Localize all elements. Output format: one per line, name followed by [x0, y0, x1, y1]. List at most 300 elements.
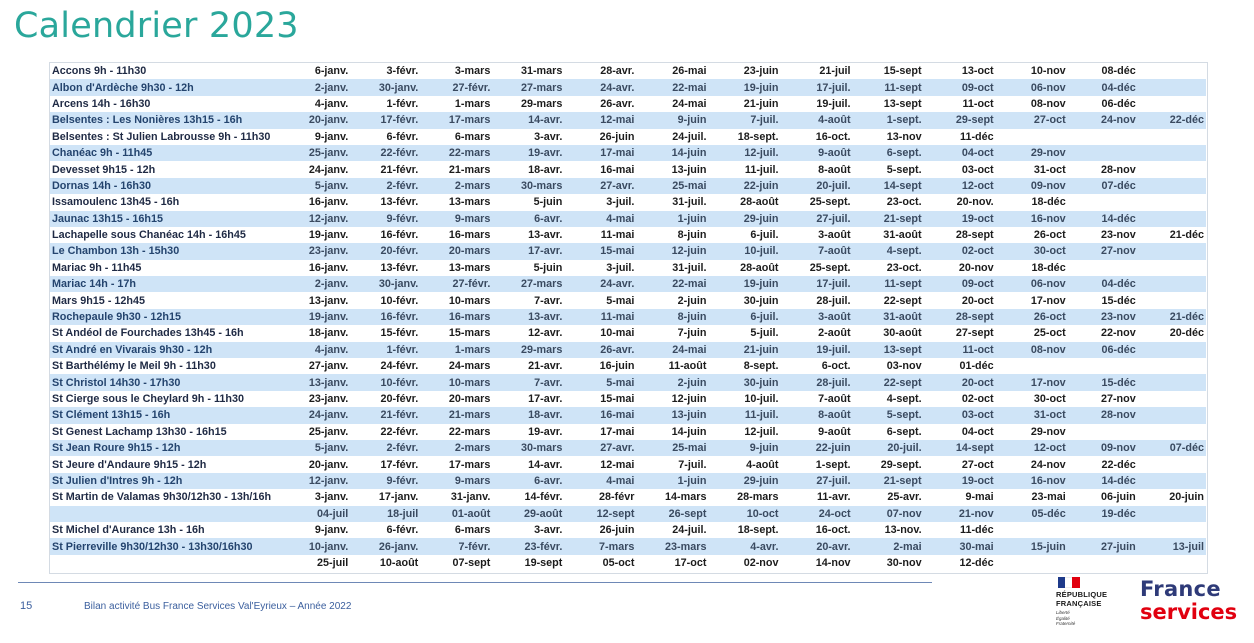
visit-date-cell: 2-août [781, 325, 853, 341]
visit-date-cell: 7-août [781, 391, 853, 407]
commune-schedule-label: St Martin de Valamas 9h30/12h30 - 13h/16h [50, 489, 298, 505]
commune-schedule-label: Chanéac 9h - 11h45 [50, 145, 298, 161]
visit-date-cell [1138, 211, 1206, 227]
visit-date-cell: 31-juil. [636, 194, 708, 210]
visit-date-cell: 13-nov [853, 129, 924, 145]
visit-date-cell: 2-juin [636, 374, 708, 390]
visit-date-cell: 24-avr. [564, 79, 636, 95]
visit-date-cell: 25-mai [636, 440, 708, 456]
visit-date-cell: 28-août [708, 260, 780, 276]
visit-date-cell: 25-sept. [781, 260, 853, 276]
visit-date-cell: 9-févr. [350, 211, 420, 227]
visit-date-cell: 19-déc [1068, 506, 1138, 522]
motto-fraternite: Fraternité [1056, 621, 1076, 626]
visit-date-cell: 3-mars [420, 63, 492, 79]
commune-schedule-label: Accons 9h - 11h30 [50, 63, 298, 79]
visit-date-cell: 27-avr. [564, 440, 636, 456]
table-row [50, 342, 1206, 358]
visit-date-cell: 21-avr. [492, 358, 564, 374]
visit-date-cell: 12-mai [564, 456, 636, 472]
visit-date-cell: 17-mars [420, 456, 492, 472]
table-row [50, 96, 1206, 112]
schedule-body [50, 63, 1206, 571]
commune-schedule-label: St Jean Roure 9h15 - 12h [50, 440, 298, 456]
page-title: Calendrier 2023 [14, 6, 299, 46]
visit-date-cell: 22-sept [853, 374, 924, 390]
visit-date-cell: 12-mai [564, 112, 636, 128]
visit-date-cell: 14-juin [636, 424, 708, 440]
visit-date-cell: 21-juin [708, 342, 780, 358]
visit-date-cell: 20-mars [420, 391, 492, 407]
visit-date-cell: 21-sept [853, 211, 924, 227]
visit-date-cell: 23-janv. [298, 243, 350, 259]
visit-date-cell: 7-juil. [708, 112, 780, 128]
visit-date-cell: 18-janv. [298, 325, 350, 341]
visit-date-cell: 07-déc [1138, 440, 1206, 456]
visit-date-cell: 27-nov [1068, 391, 1138, 407]
commune-schedule-label: Mariac 14h - 17h [50, 276, 298, 292]
visit-date-cell: 22-juin [781, 440, 853, 456]
visit-date-cell: 7-mars [564, 538, 636, 554]
visit-date-cell: 06-déc [1068, 342, 1138, 358]
visit-date-cell: 20-juil. [853, 440, 924, 456]
visit-date-cell: 5-juil. [708, 325, 780, 341]
visit-date-cell: 16-févr. [350, 309, 420, 325]
visit-date-cell: 11-avr. [781, 489, 853, 505]
visit-date-cell: 5-mai [564, 292, 636, 308]
visit-date-cell: 30-mars [492, 178, 564, 194]
visit-date-cell: 3-janv. [298, 489, 350, 505]
visit-date-cell: 04-oct [924, 424, 996, 440]
footer-caption: Bilan activité Bus France Services Val'Eyrieux – Année 2022 [84, 601, 352, 612]
table-row [50, 276, 1206, 292]
visit-date-cell: 11-sept [853, 276, 924, 292]
commune-schedule-label: Mars 9h15 - 12h45 [50, 292, 298, 308]
table-row [50, 358, 1206, 374]
visit-date-cell: 16-mai [564, 407, 636, 423]
visit-date-cell: 27-avr. [564, 178, 636, 194]
visit-date-cell: 22-mai [636, 276, 708, 292]
visit-date-cell: 2-janv. [298, 276, 350, 292]
visit-date-cell: 29-sept. [853, 456, 924, 472]
visit-date-cell [996, 129, 1068, 145]
visit-date-cell: 5-sept. [853, 407, 924, 423]
visit-date-cell: 10-mai [564, 325, 636, 341]
table-row [50, 129, 1206, 145]
visit-date-cell: 1-mars [420, 342, 492, 358]
visit-date-cell: 04-juil [298, 506, 350, 522]
visit-date-cell [1138, 96, 1206, 112]
visit-date-cell: 1-juin [636, 473, 708, 489]
visit-date-cell: 17-juil. [781, 79, 853, 95]
visit-date-cell: 10-nov [996, 63, 1068, 79]
visit-date-cell: 21-déc [1138, 227, 1206, 243]
visit-date-cell: 25-oct [996, 325, 1068, 341]
visit-date-cell: 2-mars [420, 440, 492, 456]
visit-date-cell: 11-août [636, 358, 708, 374]
visit-date-cell: 06-juin [1068, 489, 1138, 505]
table-row [50, 325, 1206, 341]
table-row [50, 112, 1206, 128]
visit-date-cell: 13-juin [636, 161, 708, 177]
visit-date-cell [1138, 63, 1206, 79]
visit-date-cell: 1-sept. [781, 456, 853, 472]
visit-date-cell: 19-juil. [781, 342, 853, 358]
commune-schedule-label: St André en Vivarais 9h30 - 12h [50, 342, 298, 358]
table-row [50, 407, 1206, 423]
visit-date-cell: 4-août [708, 456, 780, 472]
visit-date-cell: 6-avr. [492, 211, 564, 227]
visit-date-cell: 9-juin [636, 112, 708, 128]
visit-date-cell: 8-août [781, 407, 853, 423]
visit-date-cell: 4-avr. [708, 538, 780, 554]
visit-date-cell: 06-nov [996, 276, 1068, 292]
visit-date-cell: 12-juil. [708, 424, 780, 440]
table-row [50, 440, 1206, 456]
commune-schedule-label: Rochepaule 9h30 - 12h15 [50, 309, 298, 325]
visit-date-cell: 14-juin [636, 145, 708, 161]
visit-date-cell: 24-mars [420, 358, 492, 374]
visit-date-cell: 27-mars [492, 276, 564, 292]
visit-date-cell [1068, 522, 1138, 538]
visit-date-cell: 13-nov. [853, 522, 924, 538]
visit-date-cell: 30-juin [708, 292, 780, 308]
visit-date-cell: 7-août [781, 243, 853, 259]
visit-date-cell [1068, 358, 1138, 374]
visit-date-cell: 8-juin [636, 227, 708, 243]
commune-schedule-label [50, 555, 298, 571]
visit-date-cell: 14-sept [924, 440, 996, 456]
visit-date-cell: 10-oct [708, 506, 780, 522]
visit-date-cell: 22-mai [636, 79, 708, 95]
visit-date-cell: 29-nov [996, 424, 1068, 440]
visit-date-cell: 28-nov [1068, 161, 1138, 177]
visit-date-cell: 6-juil. [708, 227, 780, 243]
visit-date-cell: 05-oct [564, 555, 636, 571]
republique-line-2: FRANÇAISE [1056, 598, 1102, 608]
visit-date-cell [1138, 129, 1206, 145]
visit-date-cell [1138, 260, 1206, 276]
visit-date-cell: 14-déc [1068, 211, 1138, 227]
visit-date-cell: 7-avr. [492, 374, 564, 390]
visit-date-cell: 5-janv. [298, 440, 350, 456]
france-services-line-1: France [1140, 577, 1221, 601]
visit-date-cell: 15-mai [564, 391, 636, 407]
visit-date-cell: 28-sept [924, 227, 996, 243]
visit-date-cell: 3-avr. [492, 129, 564, 145]
commune-schedule-label: St Genest Lachamp 13h30 - 16h15 [50, 424, 298, 440]
visit-date-cell: 21-juin [708, 96, 780, 112]
visit-date-cell: 13-sept [853, 96, 924, 112]
visit-date-cell: 13-oct [924, 63, 996, 79]
visit-date-cell: 9-févr. [350, 473, 420, 489]
visit-date-cell: 17-nov [996, 292, 1068, 308]
table-row [50, 194, 1206, 210]
visit-date-cell: 15-févr. [350, 325, 420, 341]
visit-date-cell: 15-sept [853, 63, 924, 79]
visit-date-cell: 22-déc [1138, 112, 1206, 128]
commune-schedule-label: Issamoulenc 13h45 - 16h [50, 194, 298, 210]
republique-motto [1056, 610, 1075, 627]
table-row [50, 538, 1206, 554]
visit-date-cell: 03-nov [853, 358, 924, 374]
visit-date-cell: 21-déc [1138, 309, 1206, 325]
visit-date-cell: 22-déc [1068, 456, 1138, 472]
visit-date-cell: 21-mars [420, 407, 492, 423]
visit-date-cell: 6-janv. [298, 63, 350, 79]
visit-date-cell: 27-févr. [420, 79, 492, 95]
visit-date-cell: 28-juil. [781, 374, 853, 390]
visit-date-cell: 10-mars [420, 374, 492, 390]
visit-date-cell: 21-mars [420, 161, 492, 177]
visit-date-cell: 4-janv. [298, 342, 350, 358]
visit-date-cell: 30-janv. [350, 79, 420, 95]
visit-date-cell: 12-sept [564, 506, 636, 522]
visit-date-cell: 19-juil. [781, 96, 853, 112]
visit-date-cell: 25-avr. [853, 489, 924, 505]
visit-date-cell: 9-janv. [298, 129, 350, 145]
republique-francaise-logo [1052, 577, 1124, 633]
visit-date-cell: 07-sept [420, 555, 492, 571]
visit-date-cell: 31-janv. [420, 489, 492, 505]
visit-date-cell: 11-mai [564, 227, 636, 243]
visit-date-cell: 18-juil [350, 506, 420, 522]
commune-schedule-label: St Pierreville 9h30/12h30 - 13h30/16h30 [50, 538, 298, 554]
tricolor-flag-icon [1058, 577, 1080, 588]
visit-date-cell: 29-nov [996, 145, 1068, 161]
visit-date-cell: 03-oct [924, 161, 996, 177]
visit-date-cell: 31-août [853, 227, 924, 243]
visit-date-cell: 20-nov [924, 260, 996, 276]
visit-date-cell: 19-oct [924, 211, 996, 227]
visit-date-cell: 14-nov [781, 555, 853, 571]
visit-date-cell: 6-avr. [492, 473, 564, 489]
visit-date-cell: 31-août [853, 309, 924, 325]
visit-date-cell: 22-sept [853, 292, 924, 308]
visit-date-cell: 20-déc [1138, 325, 1206, 341]
visit-date-cell [1138, 391, 1206, 407]
visit-date-cell: 10-juil. [708, 391, 780, 407]
visit-date-cell: 29-juin [708, 473, 780, 489]
visit-date-cell: 29-mars [492, 342, 564, 358]
visit-date-cell: 26-oct [996, 309, 1068, 325]
table-row [50, 522, 1206, 538]
visit-date-cell: 3-août [781, 309, 853, 325]
visit-date-cell: 10-févr. [350, 292, 420, 308]
visit-date-cell [1138, 374, 1206, 390]
commune-schedule-label: St Jeure d'Andaure 9h15 - 12h [50, 456, 298, 472]
visit-date-cell: 14-déc [1068, 473, 1138, 489]
visit-date-cell: 20-févr. [350, 243, 420, 259]
visit-date-cell [1138, 555, 1206, 571]
visit-date-cell: 14-févr. [492, 489, 564, 505]
visit-date-cell: 16-oct. [781, 129, 853, 145]
visit-date-cell: 10-août [350, 555, 420, 571]
visit-date-cell: 16-mai [564, 161, 636, 177]
visit-date-cell: 29-sept [924, 112, 996, 128]
visit-date-cell: 25-sept. [781, 194, 853, 210]
visit-date-cell: 20-mars [420, 243, 492, 259]
visit-date-cell: 5-juin [492, 194, 564, 210]
commune-schedule-label: Jaunac 13h15 - 16h15 [50, 211, 298, 227]
table-row [50, 391, 1206, 407]
footer-divider [18, 582, 932, 583]
visit-date-cell [1138, 473, 1206, 489]
visit-date-cell: 23-nov [1068, 309, 1138, 325]
visit-date-cell: 15-mai [564, 243, 636, 259]
visit-date-cell: 24-mai [636, 342, 708, 358]
visit-date-cell: 17-mai [564, 145, 636, 161]
visit-date-cell [1138, 79, 1206, 95]
visit-date-cell: 01-déc [924, 358, 996, 374]
visit-date-cell [1138, 178, 1206, 194]
visit-date-cell: 23-févr. [492, 538, 564, 554]
visit-date-cell [1138, 506, 1206, 522]
visit-date-cell: 14-sept [853, 178, 924, 194]
visit-date-cell: 24-mai [636, 96, 708, 112]
visit-date-cell: 09-oct [924, 79, 996, 95]
commune-schedule-label: St Julien d'Intres 9h - 12h [50, 473, 298, 489]
visit-date-cell: 01-août [420, 506, 492, 522]
visit-date-cell: 26-juin [564, 129, 636, 145]
visit-date-cell: 20-févr. [350, 391, 420, 407]
visit-date-cell: 22-nov [1068, 325, 1138, 341]
visit-date-cell: 24-févr. [350, 358, 420, 374]
visit-date-cell: 13-janv. [298, 292, 350, 308]
visit-date-cell: 04-déc [1068, 79, 1138, 95]
visit-date-cell: 12-janv. [298, 211, 350, 227]
visit-date-cell: 3-févr. [350, 63, 420, 79]
visit-date-cell: 4-août [781, 112, 853, 128]
visit-date-cell: 11-sept [853, 79, 924, 95]
visit-date-cell: 12-juin [636, 391, 708, 407]
visit-date-cell: 17-avr. [492, 391, 564, 407]
visit-date-cell: 17-mars [420, 112, 492, 128]
visit-date-cell: 20-janv. [298, 456, 350, 472]
visit-date-cell: 20-oct [924, 292, 996, 308]
visit-date-cell: 2-juin [636, 292, 708, 308]
commune-schedule-label: Belsentes : Les Nonières 13h15 - 16h [50, 112, 298, 128]
visit-date-cell: 30-janv. [350, 276, 420, 292]
commune-schedule-label: St Christol 14h30 - 17h30 [50, 374, 298, 390]
visit-date-cell: 04-déc [1068, 276, 1138, 292]
visit-date-cell: 17-oct [636, 555, 708, 571]
visit-date-cell [1068, 145, 1138, 161]
visit-date-cell: 16-oct. [781, 522, 853, 538]
visit-date-cell: 23-juin [708, 63, 780, 79]
visit-date-cell: 17-juil. [781, 276, 853, 292]
visit-date-cell: 27-oct [924, 456, 996, 472]
visit-date-cell: 23-oct. [853, 194, 924, 210]
visit-date-cell: 1-sept. [853, 112, 924, 128]
visit-date-cell: 25-janv. [298, 145, 350, 161]
visit-date-cell: 5-juin [492, 260, 564, 276]
visit-date-cell: 17-févr. [350, 112, 420, 128]
visit-date-cell [1138, 358, 1206, 374]
visit-date-cell: 28-avr. [564, 63, 636, 79]
visit-date-cell: 19-avr. [492, 145, 564, 161]
table-row [50, 211, 1206, 227]
commune-schedule-label: Belsentes : St Julien Labrousse 9h - 11h30 [50, 129, 298, 145]
visit-date-cell: 5-janv. [298, 178, 350, 194]
visit-date-cell: 31-juil. [636, 260, 708, 276]
visit-date-cell: 3-avr. [492, 522, 564, 538]
visit-date-cell: 26-oct [996, 227, 1068, 243]
visit-date-cell [1138, 522, 1206, 538]
visit-date-cell: 6-oct. [781, 358, 853, 374]
visit-date-cell: 29-août [492, 506, 564, 522]
table-row [50, 473, 1206, 489]
visit-date-cell: 04-oct [924, 145, 996, 161]
visit-date-cell: 2-févr. [350, 440, 420, 456]
visit-date-cell: 8-août [781, 161, 853, 177]
visit-date-cell: 9-mars [420, 473, 492, 489]
visit-date-cell: 12-janv. [298, 473, 350, 489]
visit-date-cell: 27-janv. [298, 358, 350, 374]
table-row [50, 456, 1206, 472]
table-row [50, 374, 1206, 390]
visit-date-cell: 02-oct [924, 391, 996, 407]
visit-date-cell: 24-janv. [298, 407, 350, 423]
visit-date-cell: 13-févr. [350, 260, 420, 276]
visit-date-cell: 4-janv. [298, 96, 350, 112]
visit-date-cell: 3-juil. [564, 260, 636, 276]
visit-date-cell: 24-juil. [636, 129, 708, 145]
visit-date-cell: 6-juil. [708, 309, 780, 325]
visit-date-cell: 11-mai [564, 309, 636, 325]
visit-date-cell: 17-févr. [350, 456, 420, 472]
visit-date-cell: 29-mars [492, 96, 564, 112]
commune-schedule-label: St Andéol de Fourchades 13h45 - 16h [50, 325, 298, 341]
visit-date-cell: 27-sept [924, 325, 996, 341]
visit-date-cell [1138, 243, 1206, 259]
visit-date-cell: 07-déc [1068, 178, 1138, 194]
table-row [50, 309, 1206, 325]
visit-date-cell: 8-sept. [708, 358, 780, 374]
visit-date-cell: 11-juil. [708, 407, 780, 423]
visit-date-cell: 28-août [708, 194, 780, 210]
visit-date-cell: 06-nov [996, 79, 1068, 95]
visit-date-cell: 16-nov [996, 473, 1068, 489]
visit-date-cell: 24-janv. [298, 161, 350, 177]
visit-date-cell: 20-juin [1138, 489, 1206, 505]
visit-date-cell: 1-févr. [350, 342, 420, 358]
visit-date-cell: 13-avr. [492, 309, 564, 325]
visit-date-cell: 1-mars [420, 96, 492, 112]
visit-date-cell: 9-août [781, 424, 853, 440]
visit-date-cell: 20-janv. [298, 112, 350, 128]
visit-date-cell: 27-févr. [420, 276, 492, 292]
visit-date-cell: 25-janv. [298, 424, 350, 440]
visit-date-cell: 9-janv. [298, 522, 350, 538]
visit-date-cell: 3-juil. [564, 194, 636, 210]
visit-date-cell: 17-janv. [350, 489, 420, 505]
visit-date-cell: 22-mars [420, 424, 492, 440]
visit-date-cell: 6-févr. [350, 129, 420, 145]
visit-date-cell: 11-déc [924, 522, 996, 538]
visit-date-cell: 16-janv. [298, 260, 350, 276]
visit-date-cell: 14-avr. [492, 112, 564, 128]
visit-date-cell: 6-sept. [853, 424, 924, 440]
visit-date-cell: 20-avr. [781, 538, 853, 554]
motto-liberte: Liberté [1056, 610, 1070, 615]
visit-date-cell: 30-août [853, 325, 924, 341]
visit-date-cell: 12-avr. [492, 325, 564, 341]
visit-date-cell: 27-juil. [781, 211, 853, 227]
visit-date-cell: 11-oct [924, 342, 996, 358]
visit-date-cell: 1-juin [636, 211, 708, 227]
france-services-line-2: services [1140, 600, 1238, 624]
